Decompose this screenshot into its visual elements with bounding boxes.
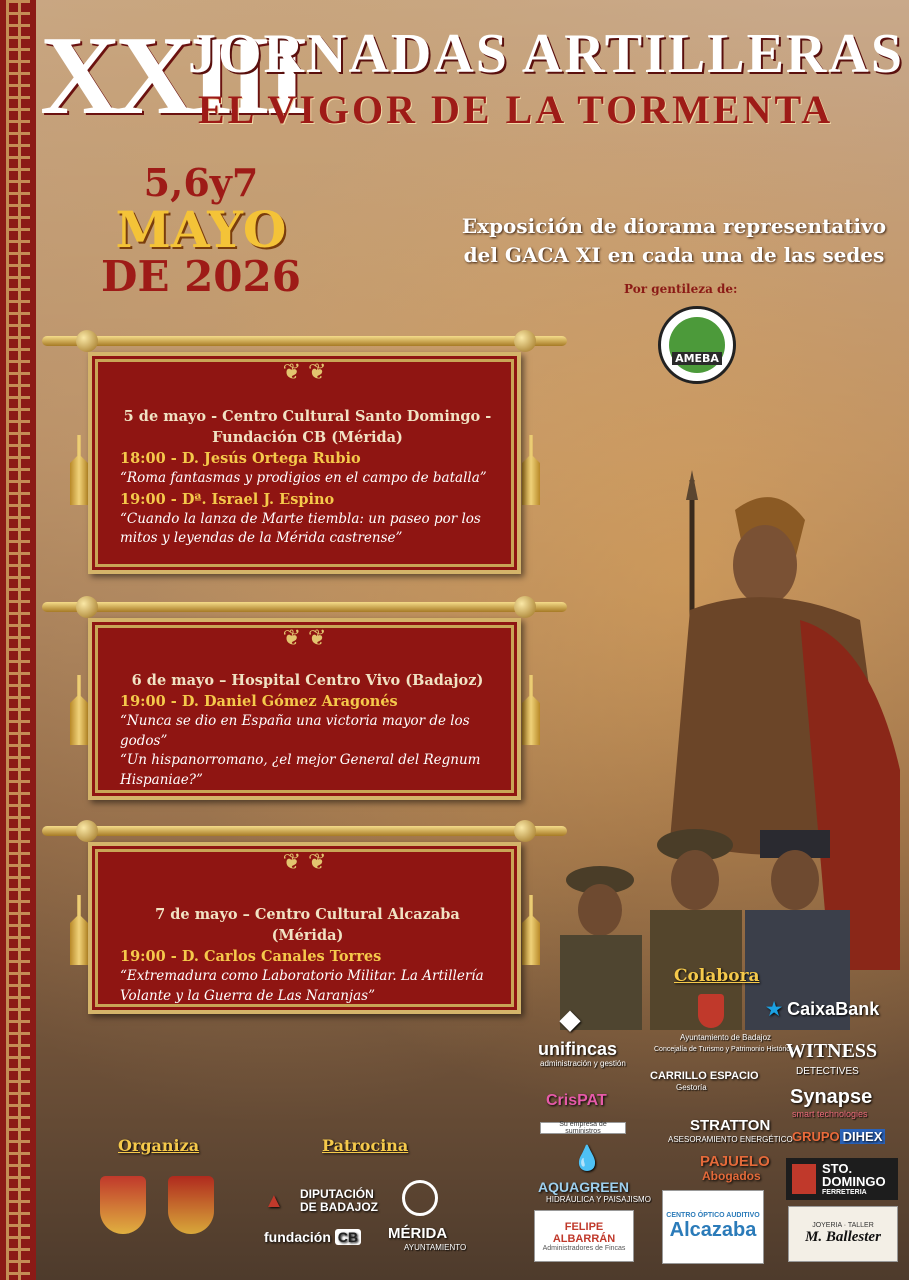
regiment-shield-2	[168, 1176, 214, 1234]
centro-optico-text: CENTRO ÓPTICO AUDITIVO	[666, 1212, 760, 1219]
merida-logo-text: MÉRIDA	[388, 1225, 448, 1242]
event2-heading: 6 de mayo – Hospital Centro Vivo (Badajoz)	[131, 672, 484, 689]
colabora-label: Colabora	[674, 966, 760, 986]
diputacion-line-1: DIPUTACIÓN	[300, 1187, 374, 1201]
carrillo-logo: CARRILLO ESPACIO	[650, 1070, 759, 1082]
banner1-knob-left	[76, 330, 98, 352]
crispat-logo: CrisPAT	[546, 1092, 607, 1109]
exposition-info	[454, 212, 894, 270]
felipe-small: Administradores de Fincas	[542, 1244, 626, 1252]
diputacion-logo-text	[300, 1188, 378, 1214]
event-banner-1	[88, 352, 521, 574]
banner1-tassel-left	[70, 435, 88, 505]
diputacion-line-2: DE BADAJOZ	[300, 1200, 379, 1215]
banner3-tassel-right	[522, 895, 540, 965]
banner3-tassel-left	[70, 895, 88, 965]
soldier1-head	[578, 884, 622, 936]
caixabank-text: CaixaBank	[787, 999, 880, 1019]
alcazaba-logo	[662, 1190, 764, 1264]
event1-talk-1: “Roma fantasmas y prodigios en el campo de batalla”	[120, 470, 487, 487]
page-subtitle: EL VIGOR DE LA TORMENTA	[198, 87, 834, 132]
stratton-logo: STRATTON	[690, 1117, 771, 1134]
laurel-icon: ❦ ❦	[282, 850, 327, 875]
sto-domingo-icon	[792, 1164, 816, 1194]
grupo-text: GRUPO	[792, 1129, 840, 1144]
synapse-logo: Synapse	[790, 1086, 873, 1108]
alcazaba-text: Alcazaba	[669, 1219, 757, 1241]
stratton-small: ASESORAMIENTO ENERGÉTICO	[668, 1135, 793, 1144]
soldier3-head	[771, 850, 819, 910]
felipe-albarran-logo	[534, 1210, 634, 1262]
event2-talk-2: “Un hispanorromano, ¿el mejor General del Regnum Hispaniae?”	[120, 752, 481, 788]
pajuelo-small: Abogados	[702, 1169, 761, 1183]
exposition-line-1: Exposición de diorama representativo	[461, 214, 887, 238]
sto-text: STO.	[822, 1160, 853, 1176]
regiment-shield-1	[100, 1176, 146, 1234]
unifincas-icon: ◆	[560, 1004, 580, 1034]
fundacion-text: fundación	[264, 1229, 331, 1245]
ballester-text: M. Ballester	[805, 1229, 881, 1245]
organiza-label: Organiza	[118, 1136, 200, 1155]
banner2-knob-left	[76, 596, 98, 618]
joyeria-text: JOYERIA · TALLER	[812, 1222, 874, 1229]
event-banner-2	[88, 618, 521, 800]
banner1-knob-right	[514, 330, 536, 352]
aquagreen-logo: AQUAGREEN	[538, 1179, 630, 1195]
unifincas-small: administración y gestión	[540, 1059, 626, 1068]
aquagreen-small: HIDRÁULICA Y PAISAJISMO	[546, 1195, 651, 1204]
caixabank-logo	[766, 1000, 879, 1020]
event3-speaker: 19:00 - D. Carlos Canales Torres	[120, 948, 382, 966]
spear-tip	[686, 470, 698, 500]
laurel-icon: ❦ ❦	[282, 360, 327, 385]
patrocina-label: Patrocina	[322, 1136, 409, 1155]
ayto-badajoz-line-2: Concejalía de Turismo y Patrimonio Histórico	[654, 1046, 794, 1053]
courtesy-label: Por gentileza de:	[624, 282, 738, 296]
banner3-knob-left	[76, 820, 98, 842]
ameba-logo-text: AMEBA	[672, 352, 722, 365]
aquagreen-icon: 💧	[572, 1145, 602, 1172]
roman-head	[733, 525, 797, 605]
carrillo-small: Gestoría	[676, 1083, 707, 1092]
banner1-rod	[42, 336, 567, 346]
exposition-line-2: del GACA XI en cada una de las sedes	[463, 243, 885, 267]
event1-speaker-1: 18:00 - D. Jesús Ortega Rubio	[120, 450, 361, 468]
domingo-text: DOMINGO	[822, 1174, 886, 1190]
banner2-knob-right	[514, 596, 536, 618]
banner3-knob-right	[514, 820, 536, 842]
event2-speaker: 19:00 - D. Daniel Gómez Aragonés	[120, 693, 398, 711]
laurel-icon: ❦ ❦	[282, 626, 327, 651]
edition-number: XXIII	[40, 14, 303, 138]
merida-icon	[402, 1180, 438, 1216]
soldier2-head	[671, 850, 719, 910]
sto-domingo-logo	[786, 1158, 898, 1200]
pajuelo-logo: PAJUELO	[700, 1153, 770, 1170]
fundacion-cb-mark: CB	[335, 1229, 361, 1245]
event1-talk-2: “Cuando la lanza de Marte tiembla: un paseo por los mitos y leyendas de la Mérida castrense”	[120, 510, 481, 547]
witness-small: DETECTIVES	[796, 1066, 859, 1077]
banner3-rod	[42, 826, 567, 836]
event1-speaker-2: 19:00 - Dª. Israel J. Espino	[120, 490, 335, 508]
grupo-dihex-logo	[792, 1130, 885, 1144]
caixabank-star-icon: ★	[766, 999, 783, 1019]
event3-talk: “Extremadura como Laboratorio Militar. La Artillería Volante y la Guerra de Las Naranjas”	[120, 968, 484, 1004]
soldiers-illustration	[540, 470, 909, 1030]
banner2-tassel-left	[70, 675, 88, 745]
greek-key-border	[6, 0, 30, 1280]
event-year: DE 2026	[101, 252, 301, 301]
page-title: JORNADAS ARTILLERAS	[188, 23, 904, 85]
ameba-logo	[658, 306, 736, 384]
event2-talk-1: “Nunca se dio en España una victoria mayor de los godos”	[120, 713, 470, 749]
soldiers-svg	[540, 470, 909, 1030]
witness-logo: WITNESS	[786, 1040, 878, 1062]
banner2-rod	[42, 602, 567, 612]
badajoz-shield-icon	[698, 994, 724, 1028]
banner1-tassel-right	[522, 435, 540, 505]
diputacion-icon: ▲	[264, 1190, 284, 1212]
ayto-badajoz-line-1: Ayuntamiento de Badajoz	[680, 1033, 772, 1042]
synapse-small: smart technologies	[792, 1109, 868, 1119]
event-month: MAYO	[115, 200, 287, 259]
ballester-logo	[788, 1206, 898, 1262]
fundacion-cb-logo	[264, 1230, 361, 1245]
unifincas-logo: unifincas	[538, 1039, 618, 1059]
felipe-name: FELIPE ALBARRÁN	[552, 1220, 616, 1245]
event1-heading-1: 5 de mayo - Centro Cultural Santo Domingo -	[123, 408, 492, 425]
event3-heading: 7 de mayo – Centro Cultural Alcazaba (Mérida)	[155, 906, 460, 945]
event-days: 5,6y7	[143, 160, 259, 205]
ferreteria-text: FERRETERIA	[822, 1188, 867, 1196]
dihex-text: DIHEX	[840, 1129, 886, 1144]
event1-heading-2: Fundación CB (Mérida)	[212, 429, 403, 447]
banner2-tassel-right	[522, 675, 540, 745]
event-banner-3	[88, 842, 521, 1014]
crispat-small: Su empresa de suministros	[540, 1122, 626, 1134]
merida-logo-small: AYUNTAMIENTO	[404, 1243, 467, 1252]
